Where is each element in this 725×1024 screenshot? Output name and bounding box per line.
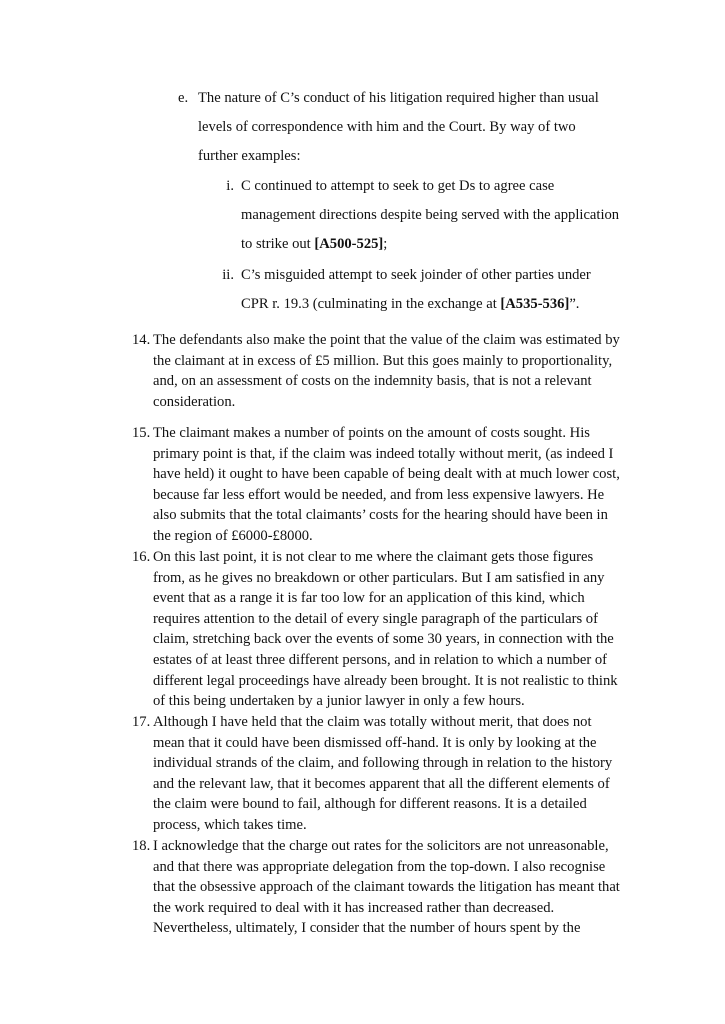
sub-item-marker: ii. [222, 267, 234, 283]
sub-item-tail: ; [383, 236, 388, 252]
sub-item-marker: e. [178, 90, 189, 106]
sub-item-text: The nature of C’s conduct of his litigation required higher than usual levels of correspondence with him and the Court. By way of two further examples: [198, 90, 599, 164]
paragraph-text: On this last point, it is not clear to me where the claimant gets those figures from, as he gives no breakdown or other particulars. But I am satisfied in any event that as a range it is far too low for an application of this kind, which requires attention to the detail of every single paragraph of the particulars of claim, stretching back over the events of some 30 years, in connection with the estates of at least three different persons, and in relation to which a number of different legal proceedings have already been brought. It is not realistic to think of this being undertaken by a junior lawyer in only a few hours. [153, 549, 618, 710]
paragraph-text: Although I have held that the claim was totally without merit, that does not mean that it could have been dismissed off-hand. It is only by looking at the individual strands of the claim, and following through in relation to the history and the relevant law, that it becomes apparent that all the different elements of the claim were bound to fail, although for different reasons. It is a detailed process, which takes time. [153, 714, 613, 833]
sub-item-ii [222, 261, 621, 319]
paragraph-number: 18. [132, 838, 151, 854]
bundle-reference: [A500-525] [314, 236, 384, 252]
sub-item-tail: ”. [569, 296, 580, 312]
paragraph-14 [132, 330, 622, 412]
paragraph-text: The defendants also make the point that the value of the claim was estimated by the claimant at in excess of £5 million. But this goes mainly to proportionality, and, on an assessment of costs on the indemnity basis, that is not a relevant consideration. [153, 332, 620, 410]
paragraph-number: 16. [132, 549, 151, 565]
sub-item-text [241, 172, 621, 259]
sub-item-i [226, 172, 621, 259]
paragraph-number: 17. [132, 714, 151, 730]
paragraph-15 [132, 423, 622, 547]
paragraph-text: The claimant makes a number of points on the amount of costs sought. His primary point is that, if the claim was indeed totally without merit, (as indeed I have held) it ought to have been capable of being dealt with at much lower cost, because far less effort would be needed, and from less expensive lawyers. He also submits that the total claimants’ costs for the hearing should have been in the region of £6000-£8000. [153, 425, 620, 544]
paragraph-number: 14. [132, 332, 151, 348]
bundle-reference: [A535-536] [500, 296, 570, 312]
sub-item-marker: i. [226, 178, 234, 194]
paragraph-text: I acknowledge that the charge out rates for the solicitors are not unreasonable, and that there was appropriate delegation from the top-down. I also recognise that the obsessive approach of the claimant towards the litigation has meant that the work required to deal with it has increased rather than decreased. Nevertheless, ultimately, I consider that the number of hours spent by the [153, 838, 620, 937]
sub-item-text [241, 261, 621, 319]
sub-item-body: C continued to attempt to seek to get Ds to agree case management directions despite being served with the application to strike out [241, 178, 620, 252]
paragraph-17 [132, 712, 622, 836]
paragraph-18 [132, 836, 622, 939]
sub-item-e [178, 84, 618, 171]
sub-item-body: C’s misguided attempt to seek joinder of other parties under CPR r. 19.3 (culminating in the exchange at [241, 267, 591, 312]
paragraph-number: 15. [132, 425, 151, 441]
paragraph-16 [132, 547, 622, 712]
